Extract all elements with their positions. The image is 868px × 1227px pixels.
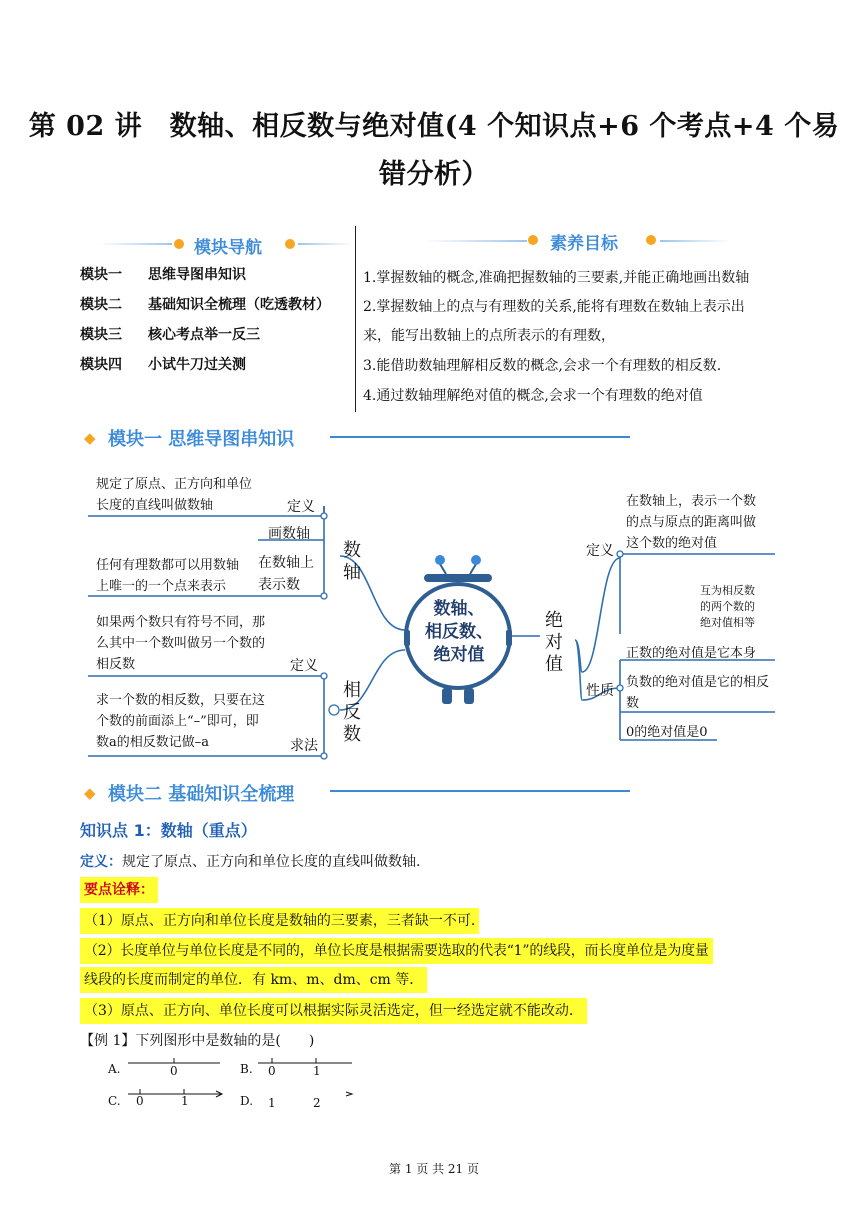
axis-rep-tag: 在数轴上 表示数 (258, 555, 314, 593)
axis-representation-text: 任何有理数都可以用数轴 上唯一的一个点来表示 (96, 558, 240, 594)
mind-map-center: 数轴、 相反数、 绝对值 (425, 599, 493, 665)
goal-item: 3.能借助数轴理解相反数的概念,会求一个有理数的相反数. (363, 358, 722, 374)
section-title: 模块二 基础知识全梳理 (108, 784, 295, 805)
option-b-tick: 0 (268, 1064, 276, 1078)
nav-heading-line-right (298, 243, 352, 245)
goal-item: 4.通过数轴理解绝对值的概念,会求一个有理数的绝对值 (363, 388, 703, 404)
nav-heading-line-left (100, 243, 172, 245)
option-a[interactable]: A. (108, 1062, 121, 1076)
note-item: （3）原点、正方向、单位长度可以根据实际灵活选定，但一经选定就不能改动． (80, 998, 587, 1024)
nav-item[interactable]: 模块二 基础知识全梳理（吃透教材） (80, 297, 330, 313)
goals-heading-line-right (660, 240, 730, 242)
opposite-method-text: 求一个数的相反数，只要在这 个数的前面添上“–”即可，即 数a的相反数记做–a (96, 693, 266, 750)
option-d-tick: 2 (313, 1096, 321, 1110)
note-item: 线段的长度而制定的单位．有 km、m、dm、cm 等． (80, 967, 427, 993)
opposite-definition-text: 如果两个数只有符号不同，那 么其中一个数叫做另一个数的 相反数 (96, 615, 266, 672)
absolute-prop-tag: 性质 (586, 683, 614, 699)
diamond-icon: ◆ (84, 429, 96, 447)
diamond-icon: ◆ (84, 784, 96, 802)
knowledge-point-title: 知识点 1：数轴（重点） (80, 821, 257, 840)
column-divider (355, 226, 356, 412)
goal-item: 1.掌握数轴的概念,准确把握数轴的三要素,并能正确地画出数轴 (363, 270, 750, 286)
absolute-prop-3: 0的绝对值是0 (626, 725, 708, 740)
goals-heading: 素养目标 (550, 234, 618, 254)
branch-label-axis: 数轴 (343, 540, 361, 583)
branch-label-absolute: 绝对值 (545, 610, 563, 675)
goal-item: 2.掌握数轴上的点与有理数的关系,能将有理数在数轴上表示出 (363, 299, 745, 315)
nav-item[interactable]: 模块一 思维导图串知识 (80, 267, 246, 283)
branch-label-opposite: 相反数 (343, 680, 361, 745)
nav-dot-right (285, 239, 295, 249)
opposite-def-tag: 定义 (290, 658, 318, 674)
option-d-tick: 1 (268, 1096, 276, 1110)
nav-heading: 模块导航 (194, 238, 262, 258)
axis-draw-tag: 画数轴 (268, 526, 310, 542)
section-rule (330, 436, 630, 438)
page-title-cont: 错分析） (379, 159, 489, 190)
absolute-prop-2: 负数的绝对值是它的相反数 (626, 675, 770, 711)
note-item: （1）原点、正方向和单位长度是数轴的三要素，三者缺一不可. (80, 908, 479, 934)
axis-definition-text: 规定了原点、正方向和单位 长度的直线叫做数轴 (96, 477, 253, 513)
option-b-tick: 1 (313, 1064, 321, 1078)
option-a-tick: 0 (170, 1064, 178, 1078)
absolute-definition-text: 在数轴上，表示一个数 的点与原点的距离叫做 这个数的绝对值 (626, 494, 757, 551)
example-question: 【例 1】下列图形中是数轴的是( ) (80, 1033, 315, 1049)
section-title: 模块一 思维导图串知识 (108, 429, 295, 450)
section-rule (330, 790, 630, 792)
option-c-tick: 0 (136, 1094, 144, 1108)
absolute-def-tag: 定义 (586, 543, 614, 559)
option-c-tick: 1 (181, 1094, 189, 1108)
nav-item[interactable]: 模块三 核心考点举一反三 (80, 327, 260, 343)
option-b[interactable]: B. (240, 1062, 253, 1076)
axis-def-tag: 定义 (287, 499, 315, 515)
goals-dot-left (528, 235, 538, 245)
option-d[interactable]: D. (240, 1094, 254, 1108)
page-number: 第 1 页 共 21 页 (389, 1162, 479, 1176)
absolute-prop-1: 正数的绝对值是它本身 (626, 646, 757, 661)
goals-heading-line-left (425, 240, 527, 242)
page-title: 第 02 讲 数轴、相反数与绝对值(4 个知识点+6 个考点+4 个易 (28, 111, 840, 142)
absolute-note: 互为相反数 的两个数的 绝对值相等 (700, 584, 755, 629)
nav-item[interactable]: 模块四 小试牛刀过关测 (80, 357, 246, 373)
note-item: （2）长度单位与单位长度是不同的，单位长度是根据需要选取的代表“1”的线段，而长度单位是为度量 (80, 938, 713, 964)
definition: 定义：规定了原点、正方向和单位长度的直线叫做数轴. (80, 854, 421, 870)
goal-item: 来，能写出数轴上的点所表示的有理数， (363, 328, 615, 344)
option-c[interactable]: C. (108, 1094, 121, 1108)
goals-dot-right (646, 235, 656, 245)
notes-title: 要点诠释： (80, 877, 158, 903)
opposite-method-tag: 求法 (290, 738, 318, 754)
nav-dot-left (174, 239, 184, 249)
